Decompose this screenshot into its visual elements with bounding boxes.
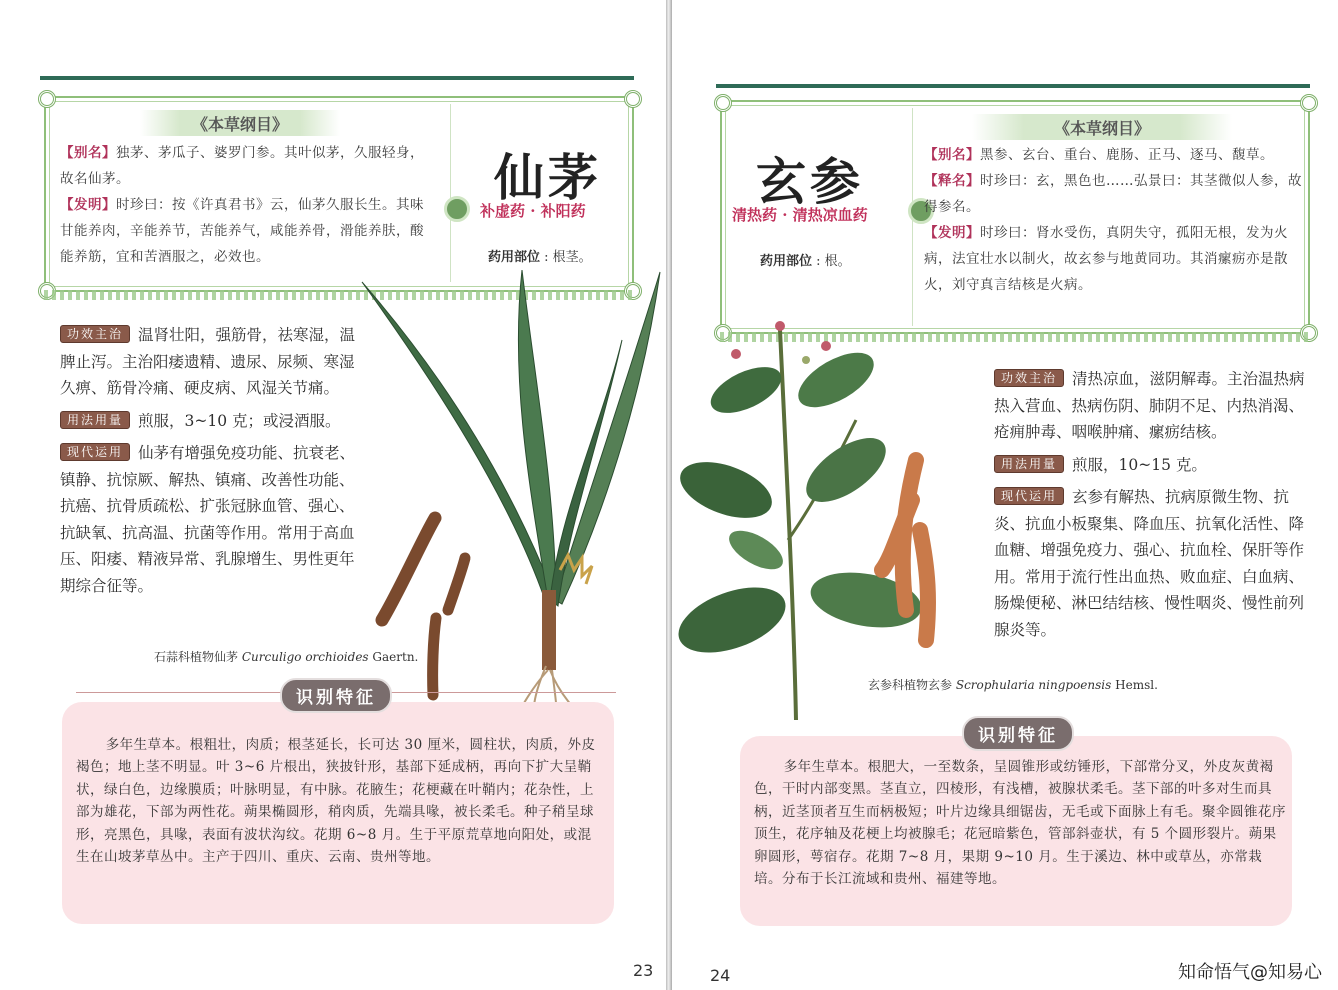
frame-corner-ornament [38,90,56,108]
caption-author: Gaertn. [372,650,419,664]
modern-use-badge: 现代运用 [60,443,130,461]
info-label: 【发明】 [924,225,980,241]
herb-name: 仙茅 [494,148,602,207]
medicinal-part: 药用部位 : 根茎。 [488,250,592,265]
modern-use-section [994,484,1316,644]
frame-corner-ornament [624,90,642,108]
page-number: 24 [710,966,731,985]
bencao-info [924,142,1302,298]
usage-badge: 用法用量 [994,455,1064,473]
top-rule [40,76,634,80]
usage-section [994,452,1316,479]
frame-corner-ornament [714,94,732,112]
usage-section [60,408,360,435]
medicinal-part: 药用部位 : 根。 [760,254,851,269]
effects-badge: 功效主治 [60,325,130,343]
info-text: 独茅、茅瓜子、婆罗门参。其叶似茅，久服轻身，故名仙茅。 [60,145,424,187]
identification-tag: 识别特征 [962,716,1074,751]
effects-text: 温肾壮阳，强筋骨，祛寒湿，温脾止泻。主治阳痿遗精、遗尿、尿频、寒湿久痹、筋骨冷痛、硬皮病、风湿关节痛。 [60,326,356,398]
modern-use-section [60,440,360,600]
effects-badge: 功效主治 [994,369,1064,387]
info-label: 【释名】 [924,173,980,189]
modern-use-badge: 现代运用 [994,487,1064,505]
info-label: 【别名】 [60,145,116,161]
top-rule [716,84,1310,88]
seal-icon [444,196,470,222]
frame-divider [450,104,451,282]
part-label: 药用部位 [760,254,813,269]
info-text: 时珍曰：玄，黑色也……弘景曰：其茎微似人参，故得参名。 [924,173,1302,215]
watermark: 知命悟气@知易心 [1174,958,1326,984]
caption-author: Hemsl. [1115,678,1158,692]
info-label: 【别名】 [924,147,980,163]
identification-text: 多年生草本。根肥大，一至数条，呈圆锥形或纺锤形，下部常分叉，外皮灰黄褐色，干时内部变黑。茎直立，四棱形，有浅槽，被腺状柔毛。茎下部的叶多对生而具柄，近茎顶者互生而柄极短；叶片边缘具细锯齿，无毛或下面脉上有毛。聚伞圆锥花序顶生，花序轴及花梗上均被腺毛；花冠暗紫色，管部斜壶状，有 5 个圆形裂片。蒴果卵圆形，萼宿存。花期 7~8 月，果期 9~10 月。生于溪边、林中或草丛，亦常栽培。分布于长江流域和贵州、福建等地。 [754,759,1286,888]
caption-latin: Scrophularia ningpoensis [955,678,1112,692]
bencao-tag: 《本草纲目》 [972,114,1232,140]
info-text: 黑参、玄台、重台、鹿肠、正马、逐马、馥草。 [980,147,1274,163]
bencao-tag: 《本草纲目》 [140,110,340,136]
identification-text: 多年生草本。根粗壮，肉质；根茎延长，长可达 30 厘米，圆柱状，肉质，外皮褐色；地上茎不明显。叶 3~6 片根出，狭披针形，基部下延成柄，再向下扩大呈鞘状，绿白色，边缘膜质；叶脉明显，有中脉。花腋生；花梗藏在叶鞘内；花杂性，上部为雄花，下部为两性花。蒴果椭圆形，稍肉质，先端具喙，被长柔毛。种子稍呈球形，亮黑色，具喙，表面有波状沟纹。花期 6~8 月。生于平原荒草地向阳处，或混生在山坡茅草丛中。主产于四川、重庆、云南、贵州等地。 [76,737,596,866]
bencao-info [60,140,436,270]
effects-section [994,366,1316,446]
part-value: 根茎。 [552,250,592,265]
effects-text: 清热凉血，滋阴解毒。主治温热病热入营血、热病伤阴、肺阴不足、内热消渴、疮痈肿毒、咽喉肿痛、瘰疬结核。 [994,370,1305,442]
modern-use-text: 玄参有解热、抗病原微生物、抗炎、抗血小板聚集、降血压、抗氧化活性、降血糖、增强免疫力、强心、抗血栓、保肝等作用。常用于流行性出血热、败血症、白血病、肠燥便秘、淋巴结结核、慢性咽炎、慢性前列腺炎等。 [994,488,1305,639]
part-value: 根。 [824,254,851,269]
usage-text: 煎服，10~15 克。 [1072,456,1207,474]
caption-chinese: 玄参科植物玄参 [868,678,953,692]
caption-latin: Curculigo orchioides [241,650,369,664]
illustration-caption [868,676,1158,693]
left-page [0,0,666,990]
page-number: 23 [633,961,654,980]
frame-corner-ornament [1300,94,1318,112]
caption-chinese: 石蒜科植物仙茅 [154,650,239,664]
scrophularia-plant-illustration [676,300,996,720]
part-label: 药用部位 [488,250,541,265]
effects-section [60,322,360,402]
info-label: 【发明】 [60,197,116,213]
identification-tag: 识别特征 [280,678,392,713]
modern-use-text: 仙茅有增强免疫功能、抗衰老、镇静、抗惊厥、解热、镇痛、改善性功能、抗癌、抗骨质疏松、扩张冠脉血管、强心、抗缺氧、抗高温、抗菌等作用。常用于高血压、阳痿、精液异常、乳腺增生、男性更年期综合征等。 [60,444,356,595]
herb-name: 玄参 [756,152,864,211]
info-text: 时珍曰：肾水受伤，真阴失守，孤阳无根，发为火病，法宜壮水以制火，故玄参与地黄同功。其消瘰疬亦是散火，刘守真言结核是火病。 [924,225,1288,293]
right-page [672,0,1338,990]
usage-text: 煎服，3~10 克；或浸酒服。 [138,412,341,430]
herb-class: 清热药 · 清热凉血药 [732,206,868,224]
usage-badge: 用法用量 [60,411,130,429]
herb-class: 补虚药 · 补阳药 [480,202,586,220]
info-text: 时珍曰：按《许真君书》云，仙茅久服长生。其味甘能养肉，辛能养节，苦能养气，咸能养骨，滑能养肤，酸能养筋，宜和苦酒服之，必效也。 [60,197,424,265]
illustration-caption [154,648,418,665]
